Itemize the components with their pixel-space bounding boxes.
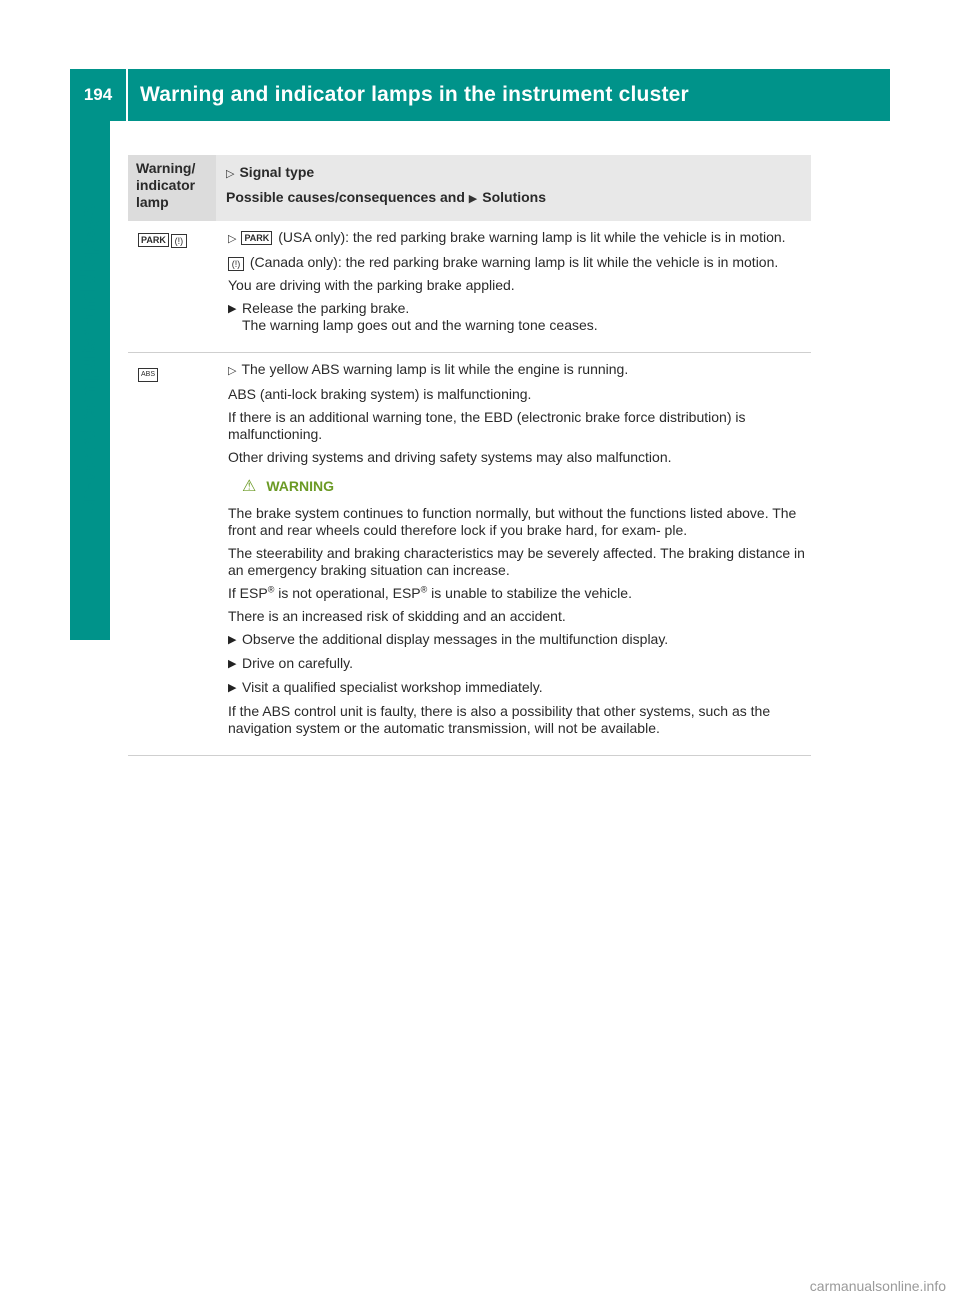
row1-line2: (!) (Canada only): the red parking brake warning lamp is lit while the vehicle is in motion. [228, 254, 811, 271]
header-signal-type: Signal type [239, 164, 315, 180]
brake-circle-icon: (!) [171, 234, 187, 248]
warning-text-2: The steerability and braking characteristics may be severely affected. The braking distance in an emergency braking situation can increase. [228, 545, 805, 578]
arrow-icon: ▶ [228, 658, 237, 670]
triangle-icon: ▷ [228, 233, 237, 245]
page-header [70, 69, 890, 121]
lamp-cell [128, 221, 228, 352]
step-item: ▶ Visit a qualified specialist workshop immediately. [228, 679, 543, 695]
warning-text-1: The brake system continues to function normally, but without the functions listed above. The front and rear wheels could therefore lock if you brake hard, for exam- ple. [228, 505, 797, 538]
warning-text-4: There is an increased risk of skidding and an accident. [228, 608, 566, 624]
warning-text-3: If ESP® is not operational, ESP® is unable to stabilize the vehicle. [228, 584, 632, 601]
step-item: ▶ Observe the additional display messages in the multifunction display. [228, 631, 669, 647]
step-item: ▶ Release the parking brake. The warning lamp goes out and the warning tone ceases. [228, 300, 598, 333]
park-brake-icon: PARK [241, 231, 272, 245]
solution-cell [228, 353, 811, 755]
header-solutions [216, 155, 811, 221]
header-solutions-label: Solutions [482, 189, 547, 205]
table-header [128, 155, 811, 221]
brake-circle-icon: (!) [228, 257, 244, 271]
lamp-cell [128, 353, 228, 755]
header-causes: Possible causes/consequences and [226, 189, 465, 205]
arrow-icon: ▶ [228, 682, 237, 694]
arrow-icon: ▶ [228, 634, 237, 646]
page-number: 194 [83, 85, 113, 104]
row2-note: If the ABS control unit is faulty, there is also a possibility that other systems, such as the navigation system or the automatic transmission, will not be available. [228, 703, 771, 736]
abs-icon: ABS [138, 368, 158, 382]
park-brake-icon: PARK [138, 233, 169, 247]
warning-triangle-icon: ⚠ [242, 478, 257, 495]
solution-cell [228, 221, 811, 352]
header-lamp: Warning/ indicator lamp [128, 155, 216, 221]
row2-line3: If there is an additional warning tone, the EBD (electronic brake force distribution) is malfunctioning. [228, 409, 746, 442]
triangle-icon: ▷ [226, 168, 235, 180]
page-title: Warning and indicator lamps in the instrument cluster [140, 83, 689, 106]
row2-line2: ABS (anti-lock braking system) is malfunctioning. [228, 386, 532, 402]
arrow-icon: ▶ [468, 193, 478, 205]
footer-watermark: carmanualsonline.info [809, 1278, 946, 1294]
table-row [128, 221, 811, 353]
warning-heading: ⚠ WARNING [242, 478, 335, 495]
step-item: ▶ Drive on carefully. [228, 655, 354, 671]
row2-line1: ▷ The yellow ABS warning lamp is lit while the engine is running. [228, 361, 629, 377]
table-row [128, 353, 811, 756]
row1-line3: You are driving with the parking brake applied. [228, 277, 515, 293]
triangle-icon: ▷ [228, 365, 237, 377]
arrow-icon: ▶ [228, 303, 237, 315]
side-label-text: On-board computer and displays [78, 203, 101, 517]
warning-lamp-table [128, 155, 811, 756]
row2-line4: Other driving systems and driving safety systems may also malfunction. [228, 449, 672, 465]
row1-line1: ▷ PARK (USA only): the red parking brake warning lamp is lit while the vehicle is in motion. [228, 229, 786, 245]
side-section-label [70, 150, 110, 570]
